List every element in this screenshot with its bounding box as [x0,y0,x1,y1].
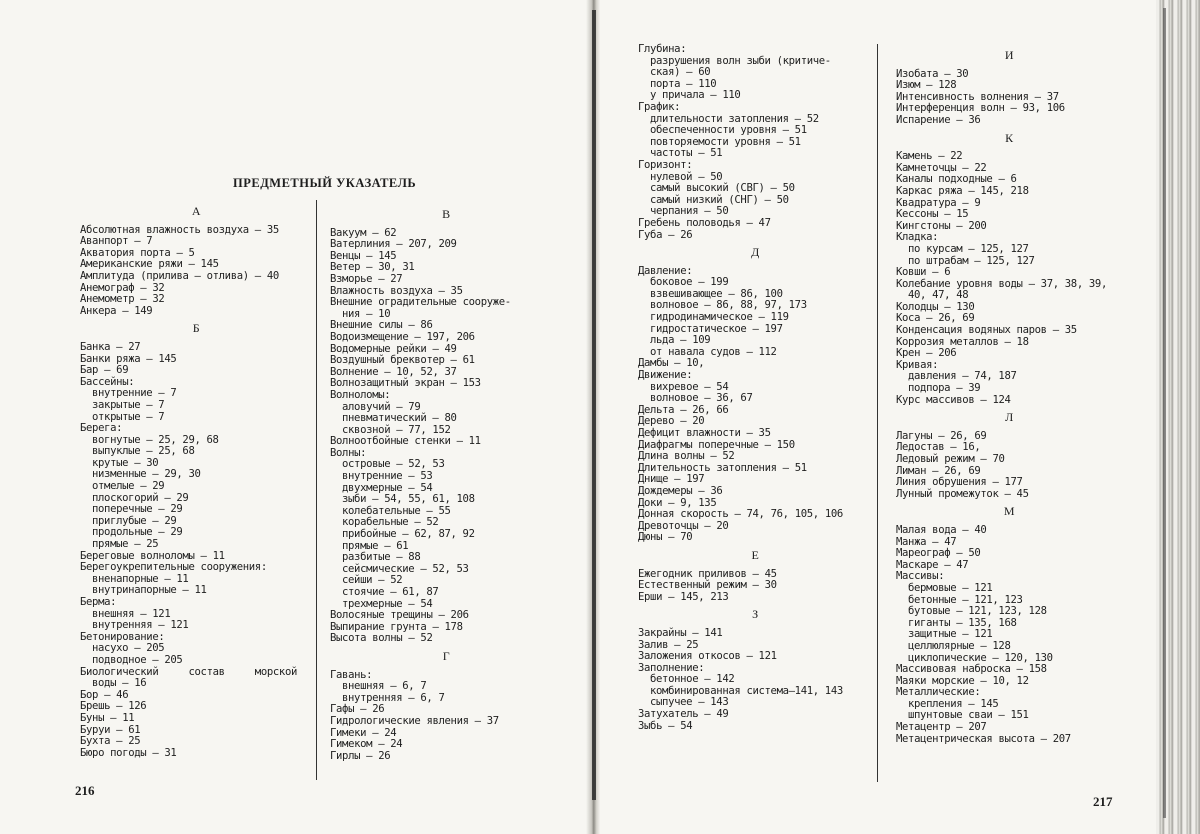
index-subentry: частоты — 51 [650,147,723,160]
index-entry: Бухта — 25 [80,735,141,748]
index-entry: Кладка: [896,231,939,244]
index-entry: Диафрагмы поперечные — 150 [638,438,795,451]
index-entry: Ежегодник приливов — 45 [638,567,777,580]
index-entry: Дюны — 70 [638,531,693,544]
index-entry: Анемометр — 32 [80,293,165,306]
index-entry: Массивы: [896,570,945,583]
index-entry: Абсолютная влажность воздуха — 35 [80,223,279,236]
index-entry: Мареограф — 50 [896,547,981,560]
index-subentry: приглубые — 29 [92,514,177,527]
index-letter-heading: Б [192,321,200,336]
index-subentry: гиганты — 135, 168 [908,616,1017,629]
index-entry: Заложения откосов — 121 [638,650,777,663]
index-entry: Изюм — 128 [896,79,957,92]
index-subentry: бермовые — 121 [908,581,993,594]
index-subentry: прямые — 61 [342,539,409,552]
index-entry: Метацентр — 207 [896,721,987,734]
index-subentry: низменные — 29, 30 [92,468,201,481]
index-entry: Массивовая наброска — 158 [896,663,1047,676]
index-subentry: островые — 52, 53 [342,458,445,471]
index-entry: Бетонирование: [80,630,165,643]
index-subentry: шпунтовые сваи — 151 [908,709,1029,722]
index-entry: Брешь — 126 [80,700,147,713]
index-entry: Колодцы — 130 [896,300,975,313]
index-subentry: продольные — 29 [92,526,183,539]
index-entry: Внешние оградительные сооруже- [330,296,511,309]
index-subentry: внешняя — 6, 7 [342,680,427,693]
index-entry: Давление: [638,264,693,277]
index-entry: Лунный промежуток — 45 [896,487,1029,500]
index-subentry: бетонное — 142 [650,673,735,686]
index-entry: Ковши — 6 [896,266,951,279]
index-subentry: от навала судов — 112 [650,345,777,358]
index-subentry: внутринапорные — 11 [92,584,207,597]
index-entry: Днище — 197 [638,473,705,486]
index-subentry: ская) — 60 [650,66,711,79]
index-entry: Дерево — 20 [638,415,705,428]
index-subentry: внутренняя — 6, 7 [342,691,445,704]
page-number-right: 217 [1093,794,1113,809]
index-entry: Камнеточцы — 22 [896,161,987,174]
index-entry: Лиман — 26, 69 [896,464,981,477]
page-number-left: 216 [75,783,95,798]
index-entry: Интенсивность волнения — 37 [896,90,1059,103]
index-subentry: 40, 47, 48 [908,289,969,302]
index-letter-heading: Л [1005,410,1013,425]
index-subentry: сыпучее — 143 [650,696,729,709]
index-entry: Анкера — 149 [80,304,153,317]
index-subentry: боковое — 199 [650,276,729,289]
index-subentry: льда — 109 [650,334,711,347]
index-entry: Волнозащитный экран — 153 [330,377,481,390]
index-entry: Ватерлиния — 207, 209 [330,238,457,251]
index-entry: Волноотбойные стенки — 11 [330,435,481,448]
index-entry: Выпирание грунта — 178 [330,620,463,633]
spine-shadow [592,10,596,800]
index-subentry: гидростатическое — 197 [650,322,783,335]
index-entry: Крен — 206 [896,347,957,360]
index-subentry: трехмерные — 54 [342,597,433,610]
index-subentry: подводное — 205 [92,653,183,666]
index-entry: Волны: [330,446,367,459]
index-entry: Естественный режим — 30 [638,579,777,592]
index-entry: Берма: [80,596,117,608]
index-entry: Внешние силы — 86 [330,319,433,332]
index-entry: Дефицит влажности — 35 [638,427,771,439]
index-entry: Ветер — 30, 31 [330,261,415,274]
index-entry: Волосяные трещины — 206 [330,609,469,622]
index-letter-heading: К [1005,130,1013,145]
index-column-4 [896,44,1122,745]
index-subentry: ния — 10 [342,307,391,320]
index-entry: Береговые волноломы — 11 [80,549,225,562]
index-subentry: пневматический — 80 [342,412,457,425]
index-entry: Губа — 26 [638,228,693,241]
index-entry: Маяки морские — 10, 12 [896,674,1029,687]
index-column-3 [638,44,872,732]
index-subentry: порта — 110 [650,77,717,90]
index-entry: Ледовый режим — 70 [896,453,1005,465]
index-subentry: стоячие — 61, 87 [342,586,439,598]
index-letter-heading: Е [751,547,759,562]
index-entry: Коса — 26, 69 [896,312,975,325]
index-subentry: аловучий — 79 [342,400,421,413]
index-subentry: по курсам — 125, 127 [908,242,1029,255]
index-subentry: у причала — 110 [650,89,741,102]
index-subentry: насухо — 205 [92,642,165,655]
index-entry: Буруи — 61 [80,723,141,736]
index-subentry: крепления — 145 [908,697,999,710]
index-subentry: сейсмические — 52, 53 [342,562,469,575]
index-subentry: повторяемости уровня — 51 [650,135,801,148]
index-subentry: сквозной — 77, 152 [342,423,451,436]
index-subentry: вихревое — 54 [650,380,729,393]
index-subentry: поперечные — 29 [92,503,183,516]
index-entry: Взморье — 27 [330,272,403,285]
index-subentry: нулевой — 50 [650,170,723,183]
index-entry: Метацентрическая высота — 207 [896,732,1071,745]
index-entry: Бюро погоды — 31 [80,746,177,759]
index-letter-heading: З [752,607,758,622]
index-entry: Высота волны — 52 [330,632,433,645]
index-entry: Кингстоны — 200 [896,219,987,232]
index-entry: Гафы — 26 [330,703,385,716]
index-entry: Дамбы — 10, [638,357,705,370]
index-subentry: бутовые — 121, 123, 128 [908,605,1047,618]
index-entry: Испарение — 36 [896,113,981,126]
index-entry: Аванпорт — 7 [80,235,153,248]
index-entry: Каналы подходные — 6 [896,173,1017,186]
index-subentry: волновое — 86, 88, 97, 173 [650,299,807,312]
index-entry: Заполнение: [638,661,705,674]
index-subentry: зыби — 54, 55, 61, 108 [342,493,475,506]
index-entry: Малая вода — 40 [896,523,987,536]
index-subentry: двухмерные — 54 [342,481,433,494]
index-entry: Банка — 27 [80,340,141,353]
index-entry: Металлические: [896,686,981,699]
index-entry: Водоизмещение — 197, 206 [330,330,475,343]
index-entry: Изобата — 30 [896,67,969,80]
index-entry: Гирлы — 26 [330,749,391,762]
index-entry: Ерши — 145, 213 [638,590,729,603]
index-entry: Длительность затопления — 51 [638,461,807,474]
index-entry: Закрайны — 141 [638,626,723,639]
index-subentry: колебательные — 55 [342,504,451,517]
index-letter-heading: В [442,207,450,221]
index-column-2 [330,203,562,762]
index-entry: Кессоны — 15 [896,208,969,221]
index-entry: Банки ряжа — 145 [80,352,177,365]
index-entry: Гимеки — 24 [330,726,397,739]
index-subentry: прибойные — 62, 87, 92 [342,528,475,541]
index-entry: Доки — 9, 135 [638,496,717,509]
index-entry: Волнение — 10, 52, 37 [330,365,457,378]
index-entry: Длина волны — 52 [638,450,735,463]
index-subentry: взвешивающее — 86, 100 [650,287,783,300]
index-subentry: подпора — 39 [908,382,981,395]
index-entry: Венцы — 145 [330,249,397,262]
index-subentry: внутренняя — 121 [92,619,189,632]
index-entry: Берега: [80,422,123,435]
index-entry: Манжа — 47 [896,535,957,548]
index-entry: График: [638,100,681,113]
index-entry: Ледостав — 16, [896,441,981,454]
index-entry: Водомерные рейки — 49 [330,342,457,355]
index-entry: Амплитуда (прилива — отлива) — 40 [80,269,279,282]
index-subentry: самый низкий (СНГ) — 50 [650,193,789,206]
index-subentry: вогнутые — 25, 29, 68 [92,433,219,446]
index-entry: Горизонт: [638,158,693,171]
index-entry: Конденсация водяных паров — 35 [896,324,1077,337]
index-entry: Древоточцы — 20 [638,519,729,532]
index-entry: Берегоукрепительные сооружения: [80,561,267,574]
index-subentry: защитные — 121 [908,628,993,641]
index-entry: Каркас ряжа — 145, 218 [896,184,1029,197]
index-subentry: прямые — 25 [92,538,159,551]
index-entry: Камень — 22 [896,150,963,163]
index-entry: Маскаре — 47 [896,558,969,571]
index-subentry: бетонные — 121, 123 [908,593,1023,606]
index-entry: Волноломы: [330,388,391,401]
index-subentry: разрушения волн зыби (критиче- [650,54,831,67]
index-letter-heading: А [191,204,201,218]
index-subentry: сейши — 52 [342,574,403,587]
index-letter-heading: М [1003,504,1015,519]
index-entry: Бор — 46 [80,688,129,701]
index-subentry: закрытые — 7 [92,398,165,411]
index-entry: Колебание уровня воды — 37, 38, 39, [896,277,1107,290]
index-entry: Глубина: [638,43,687,55]
index-subentry: разбитые — 88 [342,551,421,564]
index-entry: Квадратура — 9 [896,196,981,209]
index-letter-heading: Г [442,648,450,663]
index-entry: Буны — 11 [80,711,135,724]
index-subentry: открытые — 7 [92,410,165,423]
index-letter-heading: Д [751,245,759,260]
index-entry: Вакуум — 62 [330,226,397,239]
index-entry: Движение: [638,369,693,382]
index-subentry: отмелые — 29 [92,480,165,493]
index-entry: Курс массивов — 124 [896,393,1011,406]
index-subentry: гидродинамическое — 119 [650,311,789,324]
index-entry: Гимеком — 24 [330,738,403,751]
index-subentry: плоскогорий — 29 [92,491,189,504]
index-entry: Кривая: [896,358,939,371]
index-column-1 [80,200,312,759]
index-entry: Влажность воздуха — 35 [330,284,463,297]
index-entry: Затухатель — 49 [638,708,729,721]
index-entry: Гидрологические явления — 37 [330,714,499,727]
index-subentry: черпания — 50 [650,205,729,218]
page-edge-shadow [1163,8,1166,818]
column-divider-left [316,200,317,780]
index-subentry: воды — 16 [92,677,147,690]
index-letter-heading: И [1004,48,1014,62]
index-subentry: циклопические — 120, 130 [908,651,1053,664]
index-subentry: комбинированная система—141, 143 [650,684,843,697]
index-subentry: волновое — 36, 67 [650,392,753,405]
index-subentry: обеспеченности уровня — 51 [650,124,807,137]
index-entry: Линия обрушения — 177 [896,476,1023,489]
index-entry: Дельта — 26, 66 [638,403,729,416]
index-entry: Гавань: [330,668,373,681]
index-entry: Американские ряжи — 145 [80,258,219,271]
index-subentry: по штрабам — 125, 127 [908,254,1035,267]
index-subentry: самый высокий (СВГ) — 50 [650,182,795,195]
index-entry: Бар — 69 [80,364,129,377]
index-title: ПРЕДМЕТНЫЙ УКАЗАТЕЛЬ [233,176,417,190]
index-subentry: целлюлярные — 128 [908,639,1011,652]
index-subentry: длительности затопления — 52 [650,112,819,125]
index-subentry: внутренние — 53 [342,470,433,483]
index-entry: Акватория порта — 5 [80,246,195,259]
index-subentry: корабельные — 52 [342,516,439,529]
index-subentry: вненапорные — 11 [92,572,189,585]
index-entry: Зыбь — 54 [638,719,693,732]
index-entry: Бассейны: [80,375,135,388]
index-entry: Коррозия металлов — 18 [896,335,1029,348]
index-entry: Гребень половодья — 47 [638,216,771,229]
index-entry: Интерференция волн — 93, 106 [896,102,1065,115]
index-entry: Дождемеры — 36 [638,484,723,497]
index-entry: Залив — 25 [638,638,699,651]
index-entry: Донная скорость — 74, 76, 105, 106 [638,508,843,521]
index-subentry: внешняя — 121 [92,607,171,620]
index-subentry: внутренние — 7 [92,387,177,400]
index-entry: Биологический состав морской [80,665,298,678]
index-entry: Воздушный бреквотер — 61 [330,354,475,367]
index-subentry: давления — 74, 187 [908,370,1017,383]
index-subentry: крутые — 30 [92,456,159,469]
index-entry: Лагуны — 26, 69 [896,429,987,442]
index-entry: Анемограф — 32 [80,281,165,294]
index-subentry: выпуклые — 25, 68 [92,445,195,458]
column-divider-right [877,44,878,782]
